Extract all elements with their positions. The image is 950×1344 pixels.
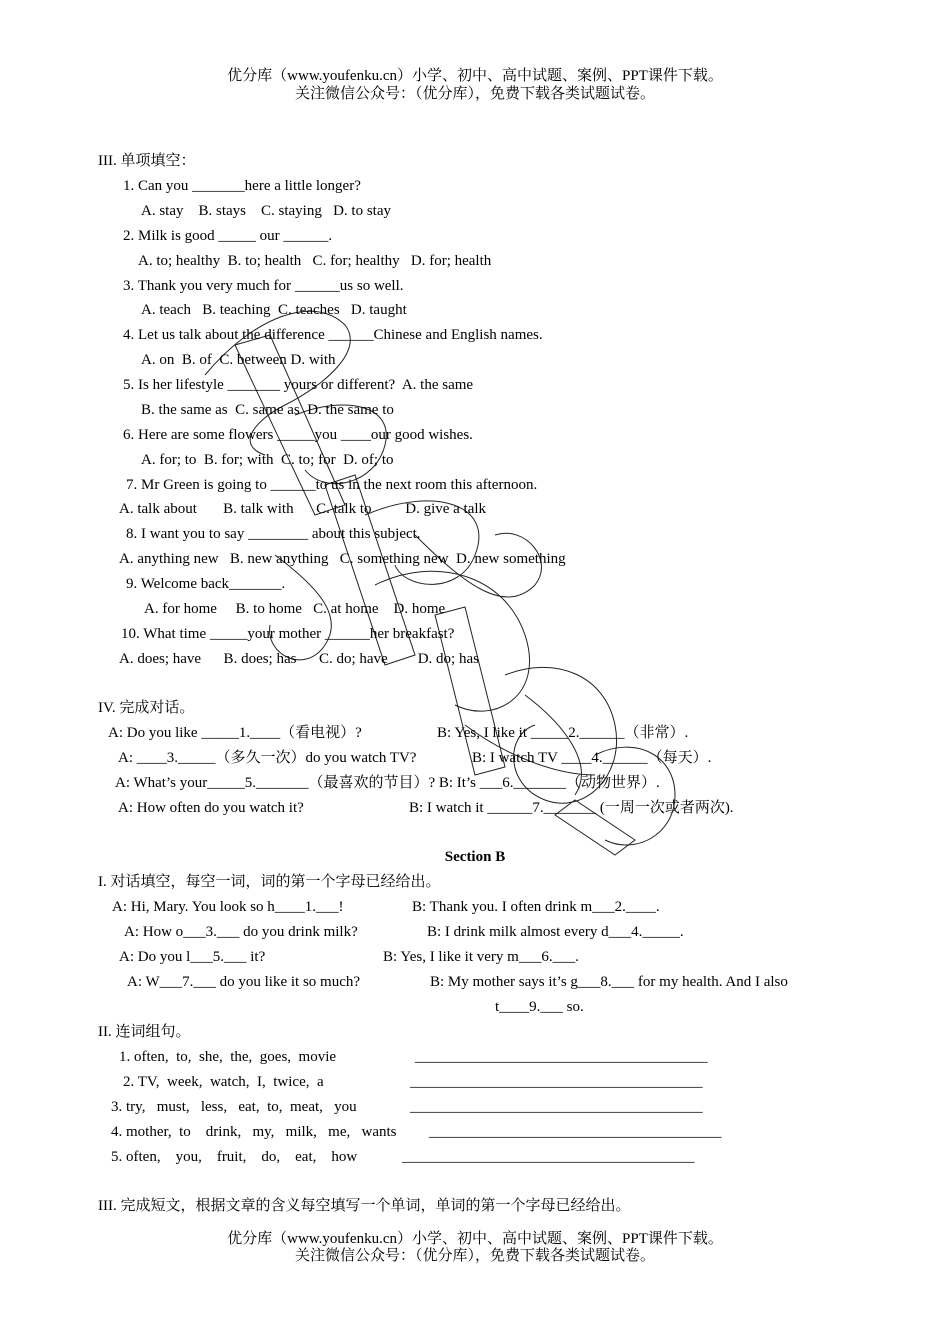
footer-line-1: 优分库（www.youfenku.cn）小学、初中、高中试题、案例、PPT课件下载。	[227, 1231, 723, 1247]
dialog-row-2-b: B: I watch TV ____4.______（每天）.	[472, 750, 712, 766]
word-order-item-1: 1. often, to, she, the, goes, movie	[119, 1049, 337, 1065]
section-b-part2-title: II. 连词组句。	[98, 1024, 191, 1040]
answer-blank-2[interactable]: _______________________________________	[410, 1074, 703, 1090]
options-7: A. talk about B. talk with C. talk to D. give a talk	[119, 501, 487, 517]
dialog-row-4-a: A: How often do you watch it?	[118, 800, 304, 816]
word-order-item-5: 5. often, you, fruit, do, eat, how	[111, 1149, 358, 1165]
options-3: A. teach B. teaching C. teaches D. taught	[141, 302, 407, 318]
fill-row-4-continued: t____9.___ so.	[495, 999, 584, 1015]
dialog-row-4-b: B: I watch it ______7._______ (一周一次或者两次).	[409, 800, 734, 816]
footer-line-2: 关注微信公众号：（优分库），免费下载各类试题试卷。	[294, 1248, 655, 1264]
answer-blank-5[interactable]: _______________________________________	[402, 1149, 695, 1165]
options-10: A. does; have B. does; has C. do; have D. do; has	[119, 651, 479, 667]
question-9: 9. Welcome back_______.	[126, 576, 286, 592]
section-b-part3-title: III. 完成短文，根据文章的含义每空填写一个单词，单词的第一个字母已经给出。	[98, 1198, 631, 1214]
section-b-title: Section B	[444, 849, 506, 865]
question-5: 5. Is her lifestyle _______ yours or different? A. the same	[123, 377, 474, 393]
section-b-part1-title: I. 对话填空，每空一词，词的第一个字母已经给出。	[98, 874, 441, 890]
options-6: A. for; to B. for; with C. to; for D. of; to	[141, 452, 394, 468]
part3-title: III. 单项填空：	[98, 153, 196, 169]
header-line-2: 关注微信公众号：（优分库），免费下载各类试题试卷。	[294, 86, 655, 102]
word-order-item-2: 2. TV, week, watch, I, twice, a	[123, 1074, 324, 1090]
options-5: B. the same as C. same as D. the same to	[141, 402, 394, 418]
fill-row-1-b: B: Thank you. I often drink m___2.____.	[412, 899, 660, 915]
fill-row-1-a: A: Hi, Mary. You look so h____1.___!	[112, 899, 344, 915]
dialog-row-1-a: A: Do you like _____1.____（看电视）?	[108, 725, 362, 741]
header-line-1: 优分库（www.youfenku.cn）小学、初中、高中试题、案例、PPT课件下载。	[227, 68, 723, 84]
fill-row-4-b: B: My mother says it’s g___8.___ for my health. And I also	[430, 974, 788, 990]
question-3: 3. Thank you very much for ______us so well.	[123, 278, 404, 294]
question-4: 4. Let us talk about the difference ______Chinese and English names.	[123, 327, 543, 343]
options-9: A. for home B. to home C. at home D. home	[144, 601, 446, 617]
question-1: 1. Can you _______here a little longer?	[123, 178, 361, 194]
dialog-row-3: A: What’s your_____5._______（最喜欢的节目）? B: It’s ___6._______（动物世界）.	[115, 775, 660, 791]
dialog-row-2-a: A: ____3._____（多久一次）do you watch TV?	[118, 750, 417, 766]
answer-blank-1[interactable]: _______________________________________	[415, 1049, 708, 1065]
fill-row-4-a: A: W___7.___ do you like it so much?	[127, 974, 361, 990]
word-order-item-3: 3. try, must, less, eat, to, meat, you	[111, 1099, 357, 1115]
part4-title: IV. 完成对话。	[98, 700, 195, 716]
options-2: A. to; healthy B. to; health C. for; healthy D. for; health	[138, 253, 492, 269]
question-6: 6. Here are some flowers _____you ____our good wishes.	[123, 427, 473, 443]
dialog-row-1-b: B: Yes, I like it _____2.______（非常）.	[437, 725, 689, 741]
answer-blank-3[interactable]: _______________________________________	[410, 1099, 703, 1115]
question-2: 2. Milk is good _____ our ______.	[123, 228, 333, 244]
fill-row-3-b: B: Yes, I like it very m___6.___.	[383, 949, 579, 965]
fill-row-2-b: B: I drink milk almost every d___4._____.	[427, 924, 684, 940]
question-10: 10. What time _____your mother ______her breakfast?	[121, 626, 455, 642]
question-7: 7. Mr Green is going to ______to us in the next room this afternoon.	[126, 477, 538, 493]
answer-blank-4[interactable]: _______________________________________	[429, 1124, 722, 1140]
fill-row-2-a: A: How o___3.___ do you drink milk?	[124, 924, 358, 940]
options-8: A. anything new B. new anything C. something new D. new something	[119, 551, 566, 567]
options-4: A. on B. of C. between D. with	[141, 352, 336, 368]
word-order-item-4: 4. mother, to drink, my, milk, me, wants	[111, 1124, 397, 1140]
question-8: 8. I want you to say ________ about this subject.	[126, 526, 421, 542]
fill-row-3-a: A: Do you l___5.___ it?	[119, 949, 266, 965]
options-1: A. stay B. stays C. staying D. to stay	[141, 203, 391, 219]
